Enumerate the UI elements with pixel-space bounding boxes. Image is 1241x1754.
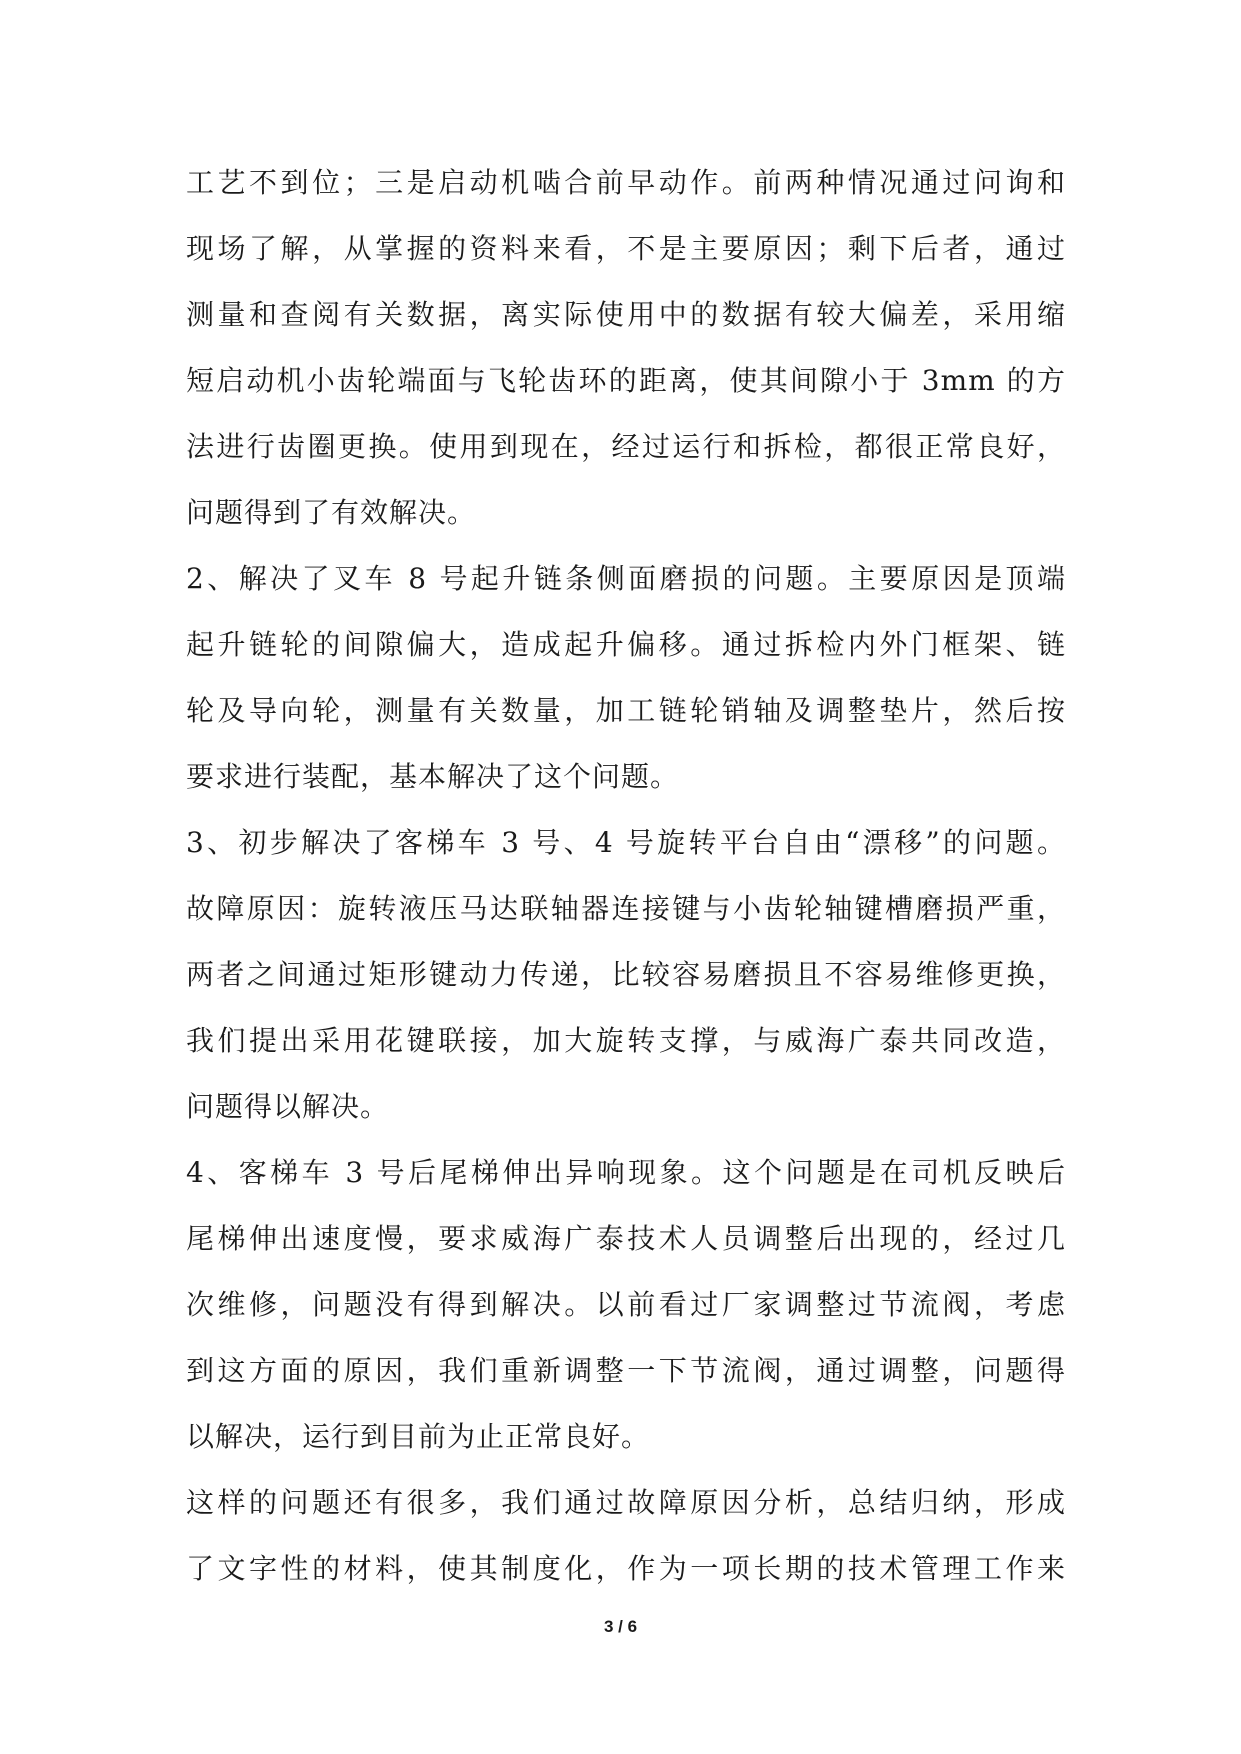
text-line: 3、初步解决了客梯车 3 号、4 号旋转平台自由“漂移”的问题。 xyxy=(186,826,1066,859)
text-line: 以解决，运行到目前为止正常良好。 xyxy=(186,1420,651,1453)
text-line: 短启动机小齿轮端面与飞轮齿环的距离，使其间隙小于 3mm 的方 xyxy=(186,364,1066,397)
text-line: 次维修，问题没有得到解决。以前看过厂家调整过节流阀，考虑 xyxy=(186,1288,1066,1321)
text-line: 4、客梯车 3 号后尾梯伸出异响现象。这个问题是在司机反映后 xyxy=(186,1156,1066,1189)
text-line: 起升链轮的间隙偏大，造成起升偏移。通过拆检内外门框架、链 xyxy=(186,628,1066,661)
text-line: 要求进行装配，基本解决了这个问题。 xyxy=(186,760,680,793)
text-line: 尾梯伸出速度慢，要求威海广泰技术人员调整后出现的，经过几 xyxy=(186,1222,1066,1255)
body-text xyxy=(186,150,1066,1602)
text-line: 2、解决了叉车 8 号起升链条侧面磨损的问题。主要原因是顶端 xyxy=(186,562,1066,595)
page-number: 3 / 6 xyxy=(603,1617,638,1636)
text-line: 轮及导向轮，测量有关数量，加工链轮销轴及调整垫片，然后按 xyxy=(186,694,1066,727)
text-line: 两者之间通过矩形键动力传递，比较容易磨损且不容易维修更换， xyxy=(186,958,1066,991)
text-line: 我们提出采用花键联接，加大旋转支撑，与威海广泰共同改造， xyxy=(186,1024,1066,1057)
text-line: 问题得以解决。 xyxy=(186,1090,390,1123)
text-line: 测量和查阅有关数据，离实际使用中的数据有较大偏差，采用缩 xyxy=(186,298,1066,331)
text-line: 了文字性的材料，使其制度化，作为一项长期的技术管理工作来 xyxy=(186,1552,1066,1585)
text-line: 工艺不到位；三是启动机啮合前早动作。前两种情况通过问询和 xyxy=(186,166,1066,199)
text-line: 这样的问题还有很多，我们通过故障原因分析，总结归纳，形成 xyxy=(186,1486,1066,1519)
text-line: 法进行齿圈更换。使用到现在，经过运行和拆检，都很正常良好， xyxy=(186,430,1066,463)
text-line: 问题得到了有效解决。 xyxy=(186,496,477,529)
text-line: 到这方面的原因，我们重新调整一下节流阀，通过调整，问题得 xyxy=(186,1354,1066,1387)
text-line: 现场了解，从掌握的资料来看，不是主要原因；剩下后者，通过 xyxy=(186,232,1066,265)
text-line: 故障原因：旋转液压马达联轴器连接键与小齿轮轴键槽磨损严重， xyxy=(186,892,1066,925)
